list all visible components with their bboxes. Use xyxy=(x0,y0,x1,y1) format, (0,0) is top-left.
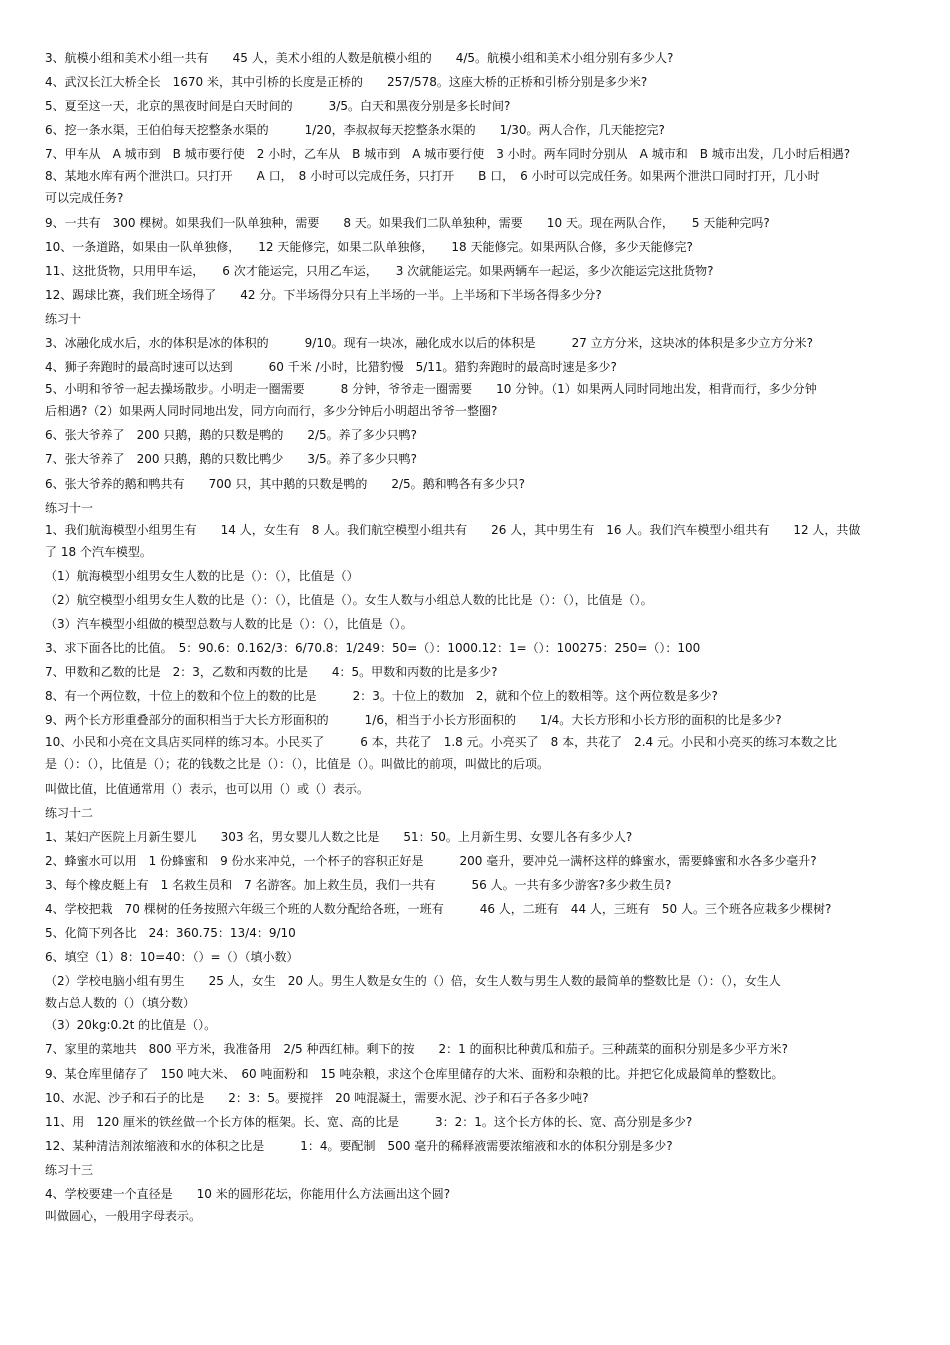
text-line: 7、张大爷养了 200 只鹅，鹅的只数比鸭少 3/5。养了多少只鸭? xyxy=(45,452,418,467)
section-heading: 练习十 xyxy=(45,311,82,326)
text-line: 6、张大爷养的鹅和鸭共有 700 只，其中鹅的只数是鸭的 2/5。鹅和鸭各有多少只? xyxy=(45,476,526,491)
text-line: 4、狮子奔跑时的最高时速可以达到 60 千米 /小时，比猎豹慢 5/11。猎豹奔跑时的最高时速是多少? xyxy=(45,360,617,375)
text-line: 9、两个长方形重叠部分的面积相当于大长方形面积的 1/6，相当于小长方形面积的 1/4。大长方形和小长方形的面积的比是多少? xyxy=(45,713,782,728)
text-line: 5、小明和爷爷一起去操场散步。小明走一圈需要 8 分钟，爷爷走一圈需要 10 分钟。（1）如果两人同时同地出发，相背而行，多少分钟 xyxy=(45,382,817,397)
section-heading: 4、学校要建一个直径是 10 米的圆形花坛，你能用什么方法画出这个圆? xyxy=(45,1187,451,1202)
text-line: 4、学校把栽 70 棵树的任务按照六年级三个班的人数分配给各班，一班有 46 人，二班有 44 人，三班有 50 人。三个班各应栽多少棵树? xyxy=(45,902,832,916)
text-line: 10、小民和小亮在文具店买同样的练习本。小民买了 6 本，共花了 1.8 元。小亮买了 8 本，共花了 2.4 元。小民和小亮买的练习本数之比 xyxy=(45,735,837,750)
text-line: 11、用 120 厘米的铁丝做一个长方体的框架。长、宽、高的比是 3：2：1。这个长方体的长、宽、高分别是多少? xyxy=(45,1114,693,1129)
text-line: 10、一条道路，如果由一队单独修， 12 天能修完，如果二队单独修， 18 天能修完。如果两队合修，多少天能修完? xyxy=(45,239,693,254)
text-line: 3、冰融化成水后，水的体积是冰的体积的 9/10。现有一块冰，融化成水以后的体积是 27 立方分米，这块冰的体积是多少立方分米? xyxy=(45,336,814,351)
text-line: 可以完成任务? xyxy=(45,191,124,206)
text-line: 3、航模小组和美术小组一共有 45 人，美术小组的人数是航模小组的 4/5。航模小组和美术小组分别有多少人? xyxy=(45,51,674,65)
text-line: 6、挖一条水渠，王伯伯每天挖整条水渠的 1/20，李叔叔每天挖整条水渠的 1/30。两人合作，几天能挖完? xyxy=(45,123,665,138)
text-line: 7、甲数和乙数的比是 2：3，乙数和丙数的比是 4：5。甲数和丙数的比是多少? xyxy=(45,665,498,680)
text-line: 9、一共有 300 棵树。如果我们一队单独种，需要 8 天。如果我们二队单独种，需要 10 天。现在两队合作， 5 天能种完吗? xyxy=(45,215,770,230)
text-line: 了 18 个汽车模型。 xyxy=(45,544,152,559)
text-line: 11、这批货物，只用甲车运， 6 次才能运完，只用乙车运， 3 次就能运完。如果两辆车一起运，多少次能运完这批货物? xyxy=(45,263,714,278)
document-page xyxy=(45,46,915,1226)
text-line: 6、张大爷养了 200 只鹅，鹅的只数是鸭的 2/5。养了多少只鸭? xyxy=(45,428,418,443)
text-line: 1、我们航海模型小组男生有 14 人，女生有 8 人。我们航空模型小组共有 26 人，其中男生有 16 人。我们汽车模型小组共有 12 人，共做 xyxy=(45,522,861,537)
text-line: 7、甲车从 A 城市到 B 城市要行使 2 小时，乙车从 B 城市到 A 城市要行使 3 小时。两车同时分别从 A 城市和 B 城市出发，几小时后相遇? xyxy=(45,147,851,162)
text-line: 1、某妇产医院上月新生婴儿 303 名，男女婴儿人数之比是 51：50。上月新生男、女婴儿各有多少人? xyxy=(45,829,633,844)
text-line: 数占总人数的（）（填分数） xyxy=(45,996,196,1011)
text-line: （2）航空模型小组男女生人数的比是（）：（），比值是（）。女生人数与小组总人数的比比是（）：（），比值是（）。 xyxy=(45,592,653,607)
text-line: 8、某地水库有两个泄洪口。只打开 A 口， 8 小时可以完成任务，只打开 B 口， 6 小时可以完成任务。如果两个泄洪口同时打开，几小时 xyxy=(45,169,820,184)
text-line: 3、求下面各比的比值。 5：90.6：0.162/3：6/70.8：1/249：50=（）：1000.12：1=（）：100275：250=（）：100 xyxy=(45,641,701,656)
text-line: 4、武汉长江大桥全长 1670 米，其中引桥的长度是正桥的 257/578。这座大桥的正桥和引桥分别是多少米? xyxy=(45,75,648,90)
section-heading: 练习十二 xyxy=(45,805,94,820)
section-heading: 练习十一 xyxy=(45,500,94,515)
text-line: 是（）：（），比值是（）；花的钱数之比是（）：（），比值是（）。叫做比的前项，叫做比的后项。 xyxy=(45,757,550,772)
text-line: 7、家里的菜地共 800 平方米，我准备用 2/5 种西红柿。剩下的按 2：1 的面积比种黄瓜和茄子。三种蔬菜的面积分别是多少平方米? xyxy=(45,1042,788,1057)
text-line: （3）汽车模型小组做的模型总数与人数的比是（）：（），比值是（）。 xyxy=(45,616,413,631)
text-line: （3）20kg:0.2t 的比值是（）。 xyxy=(45,1018,217,1033)
text-line: 5、化简下列各比 24：360.75：13/4：9/10 xyxy=(45,926,296,941)
text-line: 9、某仓库里储存了 150 吨大米、 60 吨面粉和 15 吨杂粮，求这个仓库里储存的大米、面粉和杂粮的比。并把它化成最简单的整数比。 xyxy=(45,1066,784,1081)
text-line: （1）航海模型小组男女生人数的比是（）：（），比值是（） xyxy=(45,568,359,583)
text-line: 8、有一个两位数，十位上的数和个位上的数的比是 2：3。十位上的数加 2，就和个位上的数相等。这个两位数是多少? xyxy=(45,689,718,704)
text-line: 5、夏至这一天，北京的黑夜时间是白天时间的 3/5。白天和黑夜分别是多长时间? xyxy=(45,99,511,114)
text-line: 3、每个橡皮艇上有 1 名救生员和 7 名游客。加上救生员，我们一共有 56 人。一共有多少游客?多少救生员? xyxy=(45,877,672,892)
text-line: 叫做圆心，一般用字母表示。 xyxy=(45,1209,202,1224)
text-line: 叫做比值，比值通常用（）表示，也可以用（）或（）表示。 xyxy=(45,781,370,796)
text-line: 后相遇?（2）如果两人同时同地出发，同方向而行，多少分钟后小明超出爷爷一整圈? xyxy=(45,404,498,419)
text-line: （2）学校电脑小组有男生 25 人，女生 20 人。男生人数是女生的（）倍，女生人数与男生人数的最简单的整数比是（）：（），女生人 xyxy=(45,974,781,989)
text-line: 12、踢球比赛，我们班全场得了 42 分。下半场得分只有上半场的一半。上半场和下半场各得多少分? xyxy=(45,287,602,302)
text-line: 6、填空（1）8：10=40：（）=（）（填小数） xyxy=(45,950,299,965)
text-line: 2、蜂蜜水可以用 1 份蜂蜜和 9 份水来冲兑，一个杯子的容积正好是 200 毫升，要冲兑一满杯这样的蜂蜜水，需要蜂蜜和水各多少毫升? xyxy=(45,853,817,868)
text-line: 练习十三 xyxy=(45,1162,94,1177)
text-line: 10、水泥、沙子和石子的比是 2：3：5。要搅拌 20 吨混凝土，需要水泥、沙子和石子各多少吨? xyxy=(45,1090,589,1105)
text-line: 12、某种清洁剂浓缩液和水的体积之比是 1：4。要配制 500 毫升的稀释液需要浓缩液和水的体积分别是多少? xyxy=(45,1138,673,1153)
